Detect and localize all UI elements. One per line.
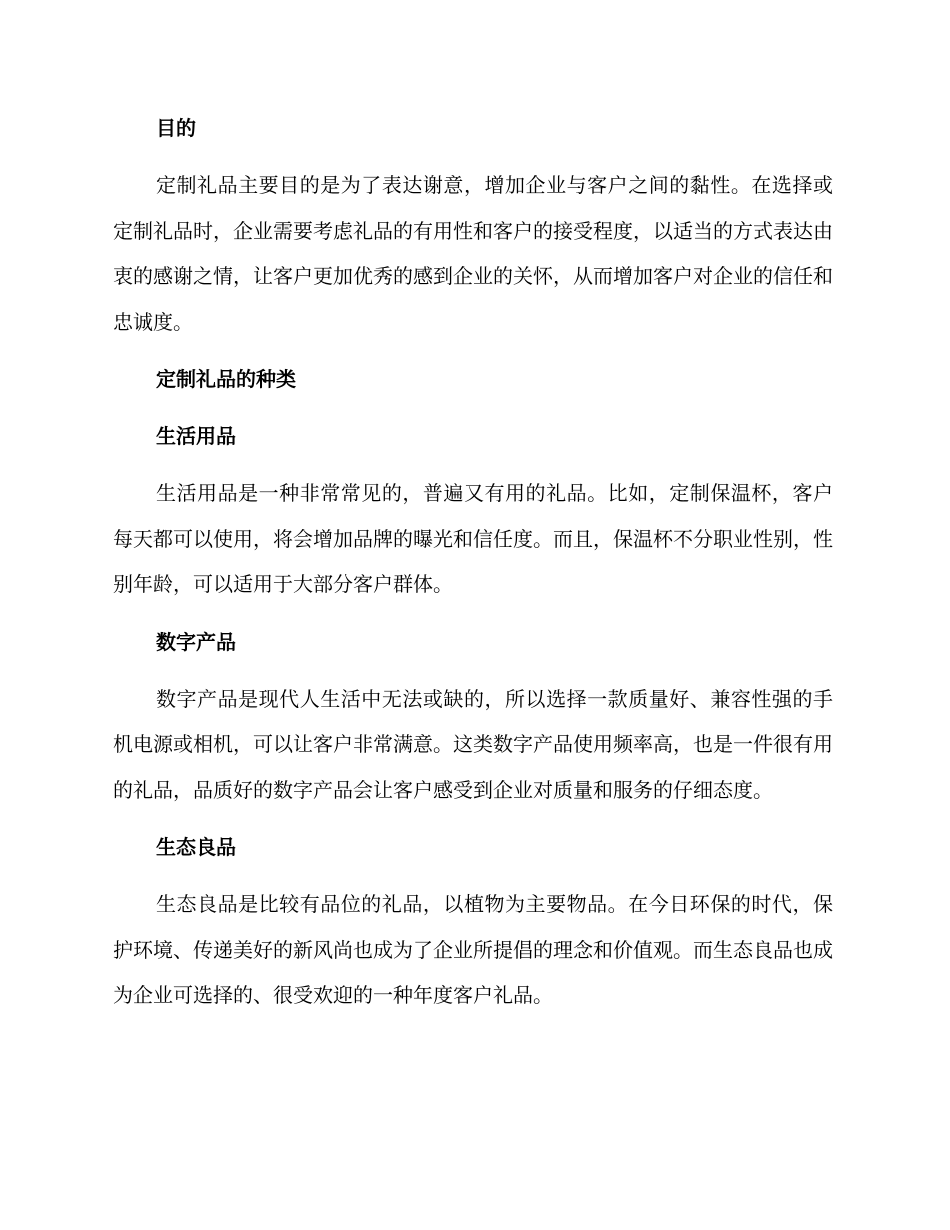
section-paragraph-purpose: 定制礼品主要目的是为了表达谢意，增加企业与客户之间的黏性。在选择或定制礼品时，企业需要考虑礼品的有用性和客户的接受程度，以适当的方式表达由衷的感谢之情，让客户更加优秀的感到企业的关怀，从而增加客户对企业的信任和忠诚度。 [113,173,833,334]
section-heading-daily-goods: 生活用品 [156,424,236,448]
section-heading-gift-types: 定制礼品的种类 [156,367,296,391]
section-heading-digital-products: 数字产品 [156,629,236,654]
section-heading-purpose: 目的 [156,116,196,140]
section-paragraph-eco-products: 生态良品是比较有品位的礼品，以植物为主要物品。在今日环保的时代，保护环境、传递美好的新风尚也成为了企业所提倡的理念和价值观。而生态良品也成为企业可选择的、很受欢迎的一种年度客户礼品。 [113,892,833,1007]
document-page [113,112,833,1019]
section-heading-eco-products: 生态良品 [156,835,236,859]
section-paragraph-daily-goods: 生活用品是一种非常常见的，普遍又有用的礼品。比如，定制保温杯，客户每天都可以使用，将会增加品牌的曝光和信任度。而且，保温杯不分职业性别，性别年龄，可以适用于大部分客户群体。 [113,481,833,596]
section-paragraph-digital-products: 数字产品是现代人生活中无法或缺的，所以选择一款质量好、兼容性强的手机电源或相机，可以让客户非常满意。这类数字产品使用频率高，也是一件很有用的礼品，品质好的数字产品会让客户感受到企业对质量和服务的仔细态度。 [113,686,833,802]
